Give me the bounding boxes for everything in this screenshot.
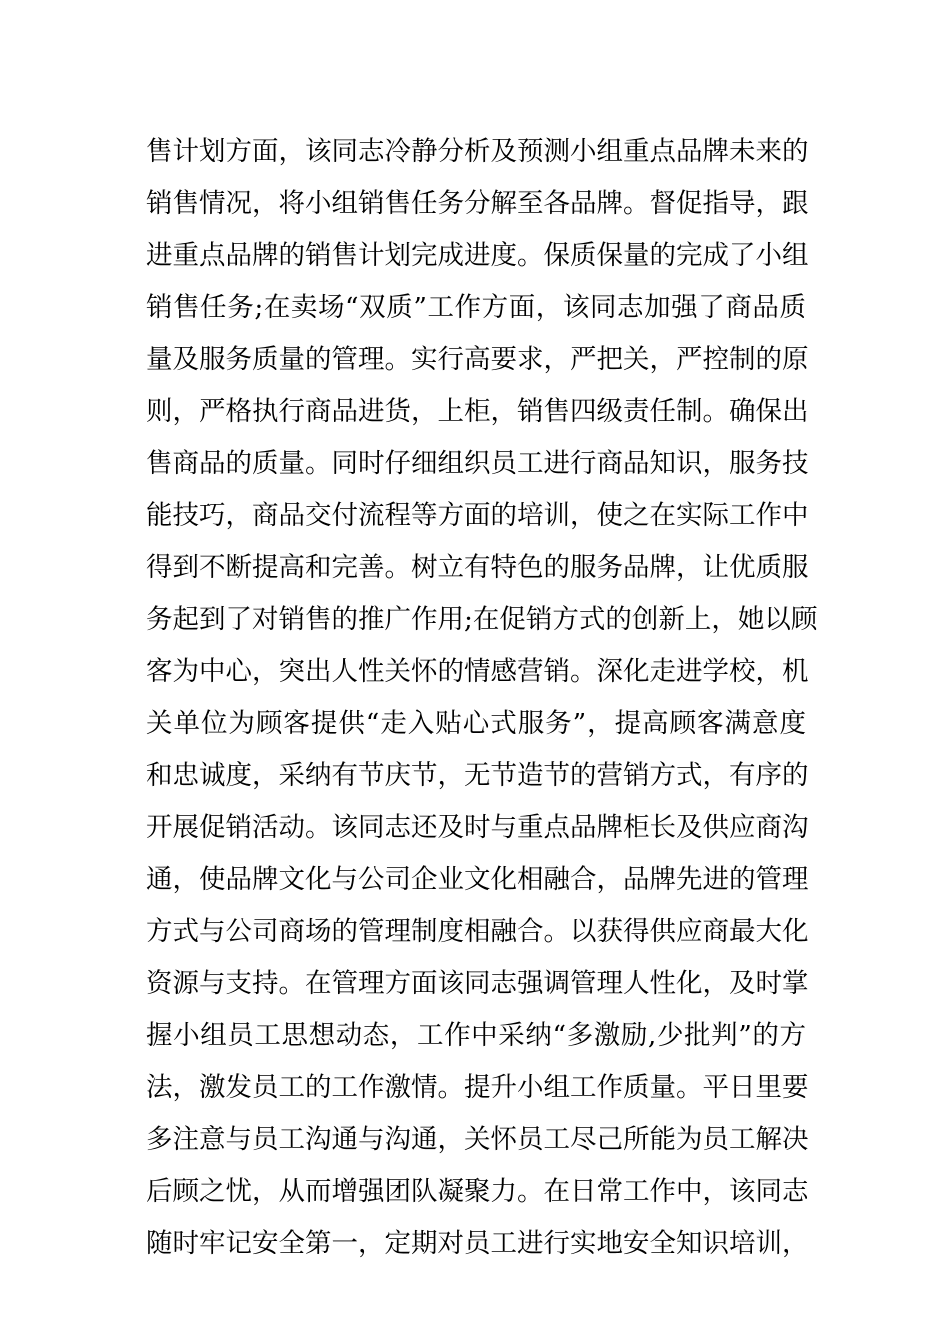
text-line: 则，严格执行商品进货，上柜，销售四级责任制。确保出 [146, 396, 809, 427]
text-line: 量及服务质量的管理。实行高要求，严把关，严控制的原 [146, 344, 809, 375]
text-line: 多注意与员工沟通与沟通，关怀员工尽己所能为员工解决 [146, 1124, 809, 1155]
text-line: 务起到了对销售的推广作用;在促销方式的创新上，她以顾 [146, 604, 818, 635]
body-text [146, 126, 818, 1270]
text-line: 握小组员工思想动态，工作中采纳“多激励,少批判”的方 [146, 1020, 806, 1051]
text-line: 方式与公司商场的管理制度相融合。以获得供应商最大化 [146, 916, 809, 947]
text-line: 销售任务;在卖场“双质”工作方面，该同志加强了商品质 [146, 292, 806, 323]
text-line: 法，激发员工的工作激情。提升小组工作质量。平日里要 [146, 1072, 809, 1103]
text-line: 资源与支持。在管理方面该同志强调管理人性化，及时掌 [146, 968, 809, 999]
text-line: 销售情况，将小组销售任务分解至各品牌。督促指导，跟 [146, 188, 809, 219]
text-line: 能技巧，商品交付流程等方面的培训，使之在实际工作中 [146, 500, 809, 531]
text-line: 售商品的质量。同时仔细组织员工进行商品知识，服务技 [146, 448, 809, 479]
text-line: 开展促销活动。该同志还及时与重点品牌柜长及供应商沟 [146, 812, 809, 843]
text-line: 进重点品牌的销售计划完成进度。保质保量的完成了小组 [146, 240, 809, 271]
text-line: 后顾之忧，从而增强团队凝聚力。在日常工作中，该同志 [146, 1176, 809, 1207]
text-line: 得到不断提高和完善。树立有特色的服务品牌，让优质服 [146, 552, 809, 583]
text-line: 随时牢记安全第一，定期对员工进行实地安全知识培训， [146, 1228, 809, 1259]
text-line: 售计划方面，该同志冷静分析及预测小组重点品牌未来的 [146, 136, 809, 167]
text-line: 和忠诚度，采纳有节庆节，无节造节的营销方式，有序的 [146, 760, 809, 791]
text-line: 通，使品牌文化与公司企业文化相融合，品牌先进的管理 [146, 864, 809, 895]
text-line: 关单位为顾客提供“走入贴心式服务”，提高顾客满意度 [146, 708, 806, 739]
text-line: 客为中心，突出人性关怀的情感营销。深化走进学校，机 [146, 656, 809, 687]
